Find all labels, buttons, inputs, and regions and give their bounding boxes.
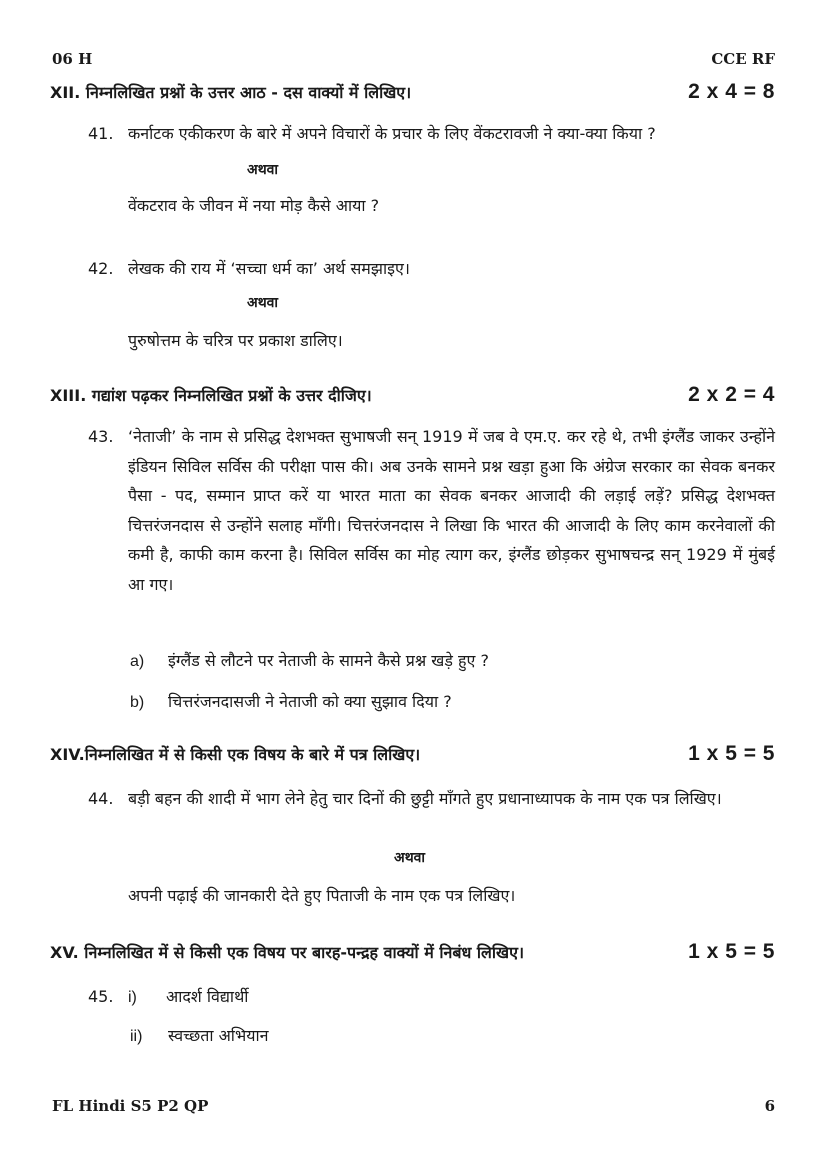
question-number: 42. bbox=[88, 259, 114, 278]
section-marks: 1 x 5 = 5 bbox=[688, 940, 775, 963]
section-marks: 1 x 5 = 5 bbox=[688, 742, 775, 765]
paper-footer: FL Hindi S5 P2 QP bbox=[52, 1097, 209, 1115]
question-44-alternative: अपनी पढ़ाई की जानकारी देते हुए पिताजी के नाम एक पत्र लिखिए। bbox=[128, 886, 516, 905]
sub-question-text: चित्तरंजनदासजी ने नेताजी को क्या सुझाव दिया ? bbox=[168, 692, 452, 711]
essay-topic-1: आदर्श विद्यार्थी bbox=[166, 987, 249, 1006]
or-label: अथवा bbox=[394, 850, 426, 866]
question-text: बड़ी बहन की शादी में भाग लेने हेतु चार दिनों की छुट्टी माँगते हुए प्रधानाध्यापक के नाम एक पत्र लिखिए। bbox=[128, 789, 722, 808]
page-number: 6 bbox=[764, 1097, 775, 1115]
question-45-ii bbox=[130, 1024, 775, 1046]
sub-label: ii) bbox=[130, 1028, 143, 1045]
question-44 bbox=[88, 784, 775, 814]
or-label: अथवा bbox=[247, 295, 279, 311]
question-45 bbox=[88, 982, 775, 1012]
sub-label: i) bbox=[128, 989, 137, 1006]
question-43-a bbox=[130, 649, 775, 671]
question-42-alternative: पुरुषोत्तम के चरित्र पर प्रकाश डालिए। bbox=[128, 331, 343, 350]
section-xv-heading bbox=[50, 940, 775, 964]
section-title: XII. निम्नलिखित प्रश्नों के उत्तर आठ - दस वाक्यों में लिखिए। bbox=[50, 83, 412, 102]
question-number: 41. bbox=[88, 124, 114, 143]
sub-label: b) bbox=[130, 694, 145, 711]
section-title: XIV.निम्नलिखित में से किसी एक विषय के बारे में पत्र लिखिए। bbox=[50, 745, 421, 764]
section-title: XIII. गद्यांश पढ़कर निम्नलिखित प्रश्नों के उत्तर दीजिए। bbox=[50, 386, 372, 405]
sub-question-text: इंग्लैंड से लौटने पर नेताजी के सामने कैसे प्रश्न खड़े हुए ? bbox=[168, 651, 489, 670]
section-xiii-heading bbox=[50, 383, 775, 407]
question-number: 45. bbox=[88, 987, 114, 1006]
question-text: लेखक की राय में ‘सच्चा धर्म का’ अर्थ समझाइए। bbox=[128, 259, 410, 278]
section-marks: 2 x 4 = 8 bbox=[688, 80, 775, 103]
question-number: 44. bbox=[88, 789, 114, 808]
paper-type: CCE RF bbox=[711, 50, 775, 68]
sub-label: a) bbox=[130, 653, 145, 670]
section-xii-heading bbox=[50, 80, 775, 104]
paper-code: 06 H bbox=[52, 50, 93, 68]
section-xiv-heading bbox=[50, 742, 775, 766]
question-text: कर्नाटक एकीकरण के बारे में अपने विचारों के प्रचार के लिए वेंकटरावजी ने क्या-क्या किया ? bbox=[128, 124, 656, 143]
question-41-alternative: वेंकटराव के जीवन में नया मोड़ कैसे आया ? bbox=[128, 196, 380, 215]
question-43-passage bbox=[88, 422, 775, 599]
question-number: 43. bbox=[88, 427, 114, 446]
essay-topic-2: स्वच्छता अभियान bbox=[168, 1026, 269, 1045]
question-41 bbox=[88, 119, 775, 148]
or-label: अथवा bbox=[247, 162, 279, 178]
question-42 bbox=[88, 254, 775, 283]
section-marks: 2 x 2 = 4 bbox=[688, 383, 775, 406]
section-title: XV. निम्नलिखित में से किसी एक विषय पर बारह-पन्द्रह वाक्यों में निबंध लिखिए। bbox=[50, 943, 525, 962]
question-43-b bbox=[130, 690, 775, 712]
passage-text: ‘नेताजी’ के नाम से प्रसिद्ध देशभक्त सुभाषजी सन् 1919 में जब वे एम.ए. कर रहे थे, तभी इंग्लैंड जाकर उन्होंने इंडियन सिविल सर्विस की परीक्षा पास की। अब उनके सामने प्रश्न खड़ा हुआ कि अंग्रेज सरकार का सेवक बनकर पैसा - पद, सम्मान प्राप्त करें या भारत माता का सेवक बनकर आजादी की लड़ाई लड़ें? प्रसिद्ध देशभक्त चित्तरंजनदास से उन्होंने सलाह माँगी। चित्तरंजनदास ने लिखा कि भारत की आजादी के लिए काम करनेवालों की कमी है, काफी काम करना है। सिविल सर्विस का मोह त्याग कर, इंग्लैंड छोड़कर सुभाषचन्द्र सन् 1929 में मुंबई आ गए। bbox=[128, 427, 775, 594]
